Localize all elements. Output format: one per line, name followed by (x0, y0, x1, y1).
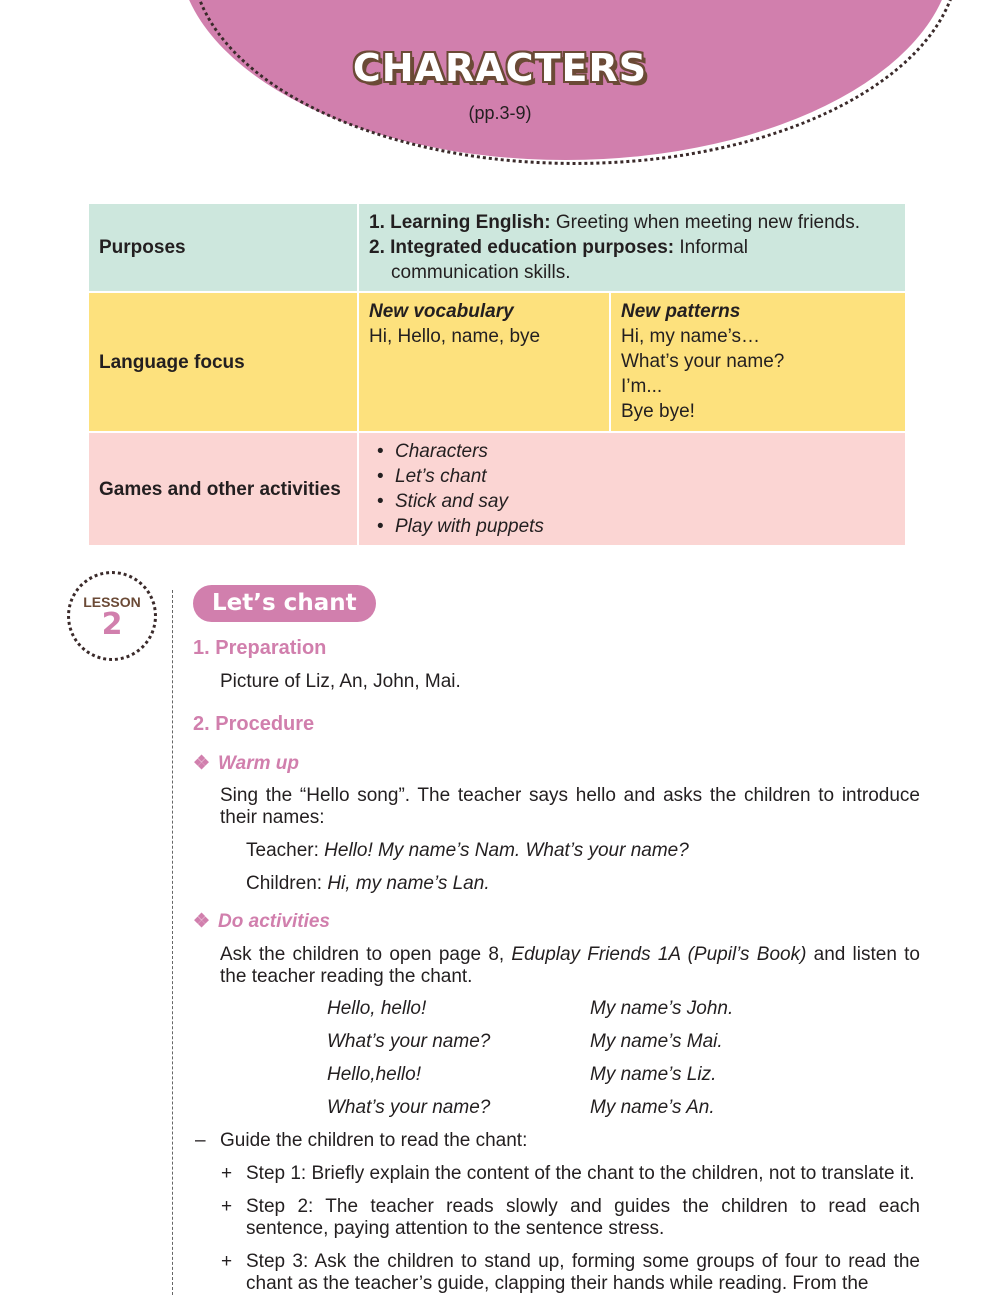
step-1: Step 1: Briefly explain the content of the chant to the children, not to translate it. (246, 1163, 915, 1184)
games-row (88, 432, 906, 546)
games-cell (358, 432, 906, 546)
activities-text-a: Ask the children to open page 8, (220, 944, 512, 965)
purposes-label: Purposes (88, 203, 358, 292)
chant-line: What’s your name? (327, 1031, 491, 1052)
pattern-item: Hi, my name’s… (621, 326, 761, 347)
purpose1-heading: 1. Learning English: (369, 212, 551, 233)
chant-line: Hello,hello! (327, 1064, 421, 1085)
teacher-line (246, 840, 920, 862)
guide-text: Guide the children to read the chant: (220, 1130, 528, 1151)
activities-heading (193, 910, 330, 933)
warmup-text: Sing the “Hello song”. The teacher says hello and asks the children to introduce their names: (220, 785, 920, 828)
game-item: • Let’s chant (383, 464, 895, 489)
patterns-cell (610, 292, 906, 432)
game-item: • Characters (383, 439, 895, 464)
purpose1-text: Greeting when meeting new friends. (550, 212, 861, 233)
purposes-row (88, 203, 906, 292)
chant-line: My name’s Mai. (590, 1031, 723, 1052)
page-title: CHARACTERS (352, 46, 648, 90)
warmup-heading (193, 752, 299, 775)
pattern-item: I’m... (621, 376, 663, 397)
preparation-heading: 1. Preparation (193, 637, 327, 659)
diamond-bullet-icon: ❖ (193, 753, 211, 774)
language-focus-row (88, 292, 906, 432)
purposes-cell (358, 203, 906, 292)
children-line (246, 873, 920, 895)
activities-heading-text: Do activities (218, 911, 330, 932)
chant-line: My name’s John. (590, 998, 734, 1019)
dash-bullet: – (195, 1130, 206, 1151)
children-label: Children: (246, 873, 323, 894)
procedure-heading: 2. Procedure (193, 713, 315, 735)
book-title: Eduplay Friends 1A (Pupil’s Book) (511, 944, 807, 965)
margin-divider (172, 590, 173, 1295)
section-pill: Let’s chant (193, 585, 376, 622)
lesson-word: LESSON (83, 594, 141, 610)
chant-line: Hello, hello! (327, 998, 427, 1019)
vocabulary-title: New vocabulary (369, 301, 514, 322)
purpose2-text: Informal (674, 237, 749, 258)
pattern-item: What’s your name? (621, 351, 785, 372)
lesson-number: 2 (101, 607, 123, 642)
activities-text (220, 944, 920, 988)
warmup-heading-text: Warm up (218, 753, 299, 774)
activities-text-b: and listen to the teacher reading the chant. (220, 944, 920, 987)
children-speech: Hi, my name’s Lan. (327, 873, 490, 894)
step-2: Step 2: The teacher reads slowly and guides the children to read each sentence, paying attention to the sentence stress. (246, 1196, 920, 1239)
vocabulary-cell (358, 292, 610, 432)
plus-bullet: + (221, 1251, 233, 1272)
teacher-speech: Hello! My name’s Nam. What’s your name? (324, 840, 689, 861)
preparation-text: Picture of Liz, An, John, Mai. (220, 671, 461, 692)
plus-bullet: + (221, 1163, 233, 1184)
step-3: Step 3: Ask the children to stand up, forming some groups of four to read the chant as the teacher’s guide, clapping their hands while reading. From the (246, 1251, 920, 1294)
diamond-bullet-icon: ❖ (193, 911, 211, 932)
lesson-overview-table (87, 202, 907, 547)
pattern-item: Bye bye! (621, 401, 695, 422)
purpose2-continued: communication skills. (391, 262, 571, 283)
patterns-title: New patterns (621, 301, 741, 322)
purpose2-heading: 2. Integrated education purposes: (369, 237, 675, 258)
language-focus-label: Language focus (88, 292, 358, 432)
chant-line: What’s your name? (327, 1097, 491, 1118)
games-list (369, 439, 895, 539)
chant-line: My name’s An. (590, 1097, 715, 1118)
teacher-label: Teacher: (246, 840, 319, 861)
plus-bullet: + (221, 1196, 233, 1217)
page-range: (pp.3-9) (468, 103, 532, 123)
chant-line: My name’s Liz. (590, 1064, 717, 1085)
vocabulary-list: Hi, Hello, name, bye (369, 326, 541, 347)
game-item: • Stick and say (383, 489, 895, 514)
games-label: Games and other activities (88, 432, 358, 546)
game-item: • Play with puppets (383, 514, 895, 539)
lesson-badge (67, 571, 157, 661)
